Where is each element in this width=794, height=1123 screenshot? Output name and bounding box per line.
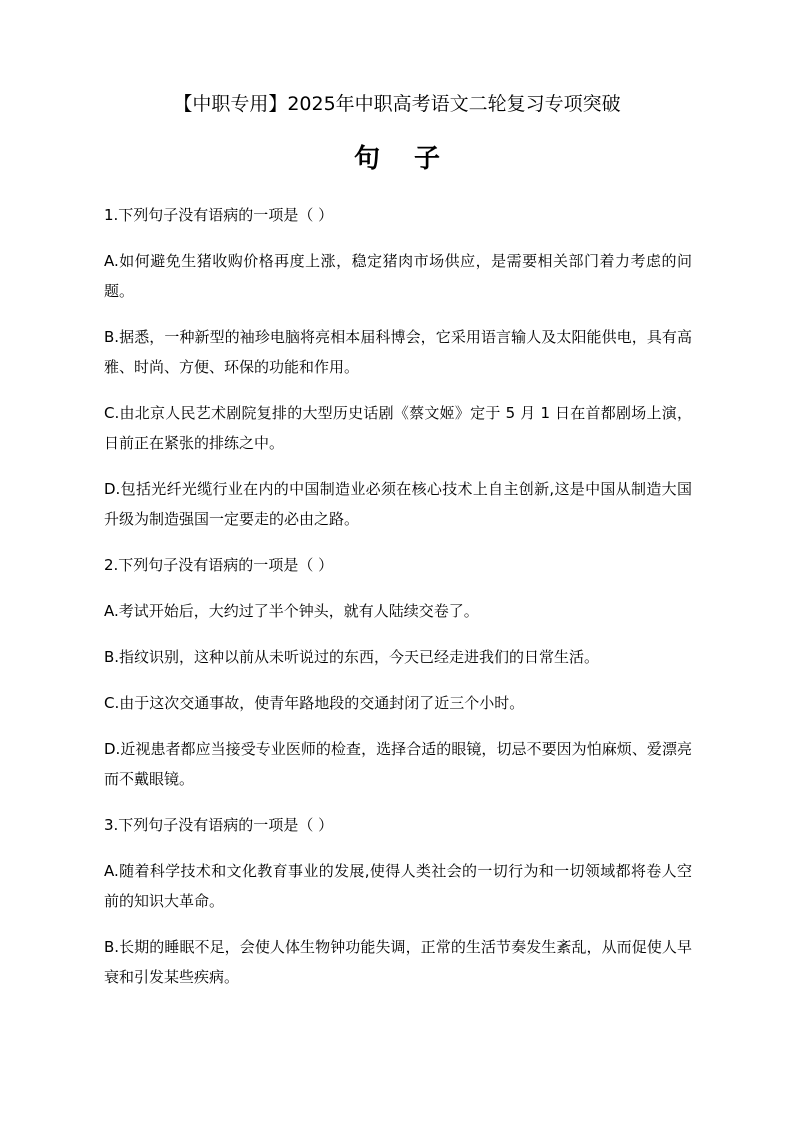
question-option: D.包括光纤光缆行业在内的中国制造业必须在核心技术上自主创新,这是中国从制造大国升级为制造强国一定要走的必由之路。 bbox=[104, 480, 692, 528]
question-stem: 2.下列句子没有语病的一项是（ ） bbox=[104, 556, 334, 574]
document-header: 【中职专用】2025年中职高考语文二轮复习专项突破 bbox=[173, 93, 621, 115]
question-list bbox=[104, 200, 692, 1008]
question-stem: 3.下列句子没有语病的一项是（ ） bbox=[104, 816, 334, 834]
question-option: D.近视患者都应当接受专业医师的检查，选择合适的眼镜，切忌不要因为怕麻烦、爱漂亮而不戴眼镜。 bbox=[104, 740, 692, 788]
question-option: C.由于这次交通事故，使青年路地段的交通封闭了近三个小时。 bbox=[104, 694, 525, 712]
question-stem: 1.下列句子没有语病的一项是（ ） bbox=[104, 206, 334, 224]
question-option: B.据悉，一种新型的袖珍电脑将亮相本届科博会，它采用语言输人及太阳能供电，具有高雅、时尚、方便、环保的功能和作用。 bbox=[104, 328, 692, 376]
question-option: A.考试开始后，大约过了半个钟头，就有人陆续交卷了。 bbox=[104, 602, 479, 620]
document-title: 句子 bbox=[353, 144, 474, 174]
question-option: B.指纹识别，这种以前从未听说过的东西，今天已经走进我们的日常生活。 bbox=[104, 648, 600, 666]
question-option: A.如何避免生猪收购价格再度上涨，稳定猪肉市场供应，是需要相关部门着力考虑的问题。 bbox=[104, 252, 692, 300]
question-option: C.由北京人民艺术剧院复排的大型历史话剧《蔡文姬》定于 5 月 1 日在首都剧场上演，日前正在紧张的排练之中。 bbox=[104, 404, 692, 452]
question-option: A.随着科学技术和文化教育事业的发展,使得人类社会的一切行为和一切领域都将卷人空前的知识大革命。 bbox=[104, 862, 692, 910]
question-option: B.长期的睡眠不足，会使人体生物钟功能失调，正常的生活节奏发生紊乱，从而促使人早衰和引发某些疾病。 bbox=[104, 938, 692, 986]
